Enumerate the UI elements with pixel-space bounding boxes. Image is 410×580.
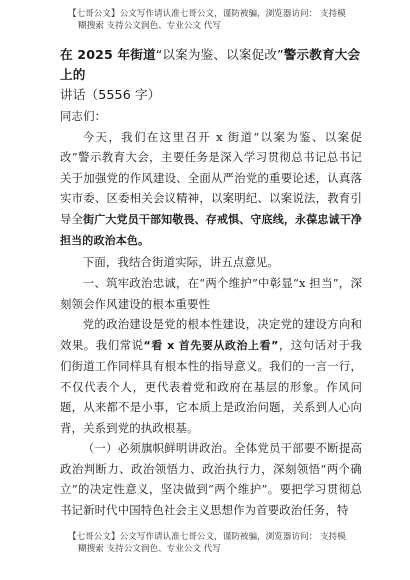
paragraph-opening-emphasis: 街广大党员干部知敬畏、存戒惧、守底线，永葆忠诚干净担当的政治本色。 (60, 212, 362, 247)
header-line-1: 【七哥公文】公文写作请认准七哥公文，谨防被骗，浏览器访问： 支持模 (68, 9, 346, 19)
section-heading-1: 一、筑牢政治忠诚，在“两个维护”中彰显“x 担当”，深刻领会作风建设的根本重要性 (60, 276, 362, 311)
paragraph-political-text-b: ，这句话对于我们街道工作同样具有根本性的指导意义。我们的一言一行，不仅代表个人，更代表着党和政府在基层的形象。作风问题，从来都不是小事，它本质上是政治问题，关系到人心向背，关系到党的执政根基。 (60, 337, 362, 435)
paragraph-political-quote: “看 x 首先要从政治上看” (143, 338, 279, 352)
header-line-2: 糊搜索 支持公文润色、专业公文 代写 (78, 21, 221, 31)
paragraph-opening-text: 今天，我们在这里召开 x 街道“以案为鉴、以案促改”警示教育大会，主要任务是深入学习贯彻总书记总书记关于加强党的作风建设、全面从严治党的重要论述，认真落实市委、区委相关会议精神，以案明纪、以案说法，教育引导全 (60, 129, 362, 226)
page-footer-watermark (68, 531, 368, 555)
document-title (60, 45, 362, 105)
title-part-2: “以案为鉴、以案促改” (155, 47, 284, 62)
paragraph-subsection-1: （一）必须旗帜鲜明讲政治。全体党员干部要不断提高政治判断力、政治领悟力、政治执行力，深刻领悟“两个确立”的决定性意义，坚决做到“两个维护”。要把学习贯彻总书记新时代中国特色社会主义思想作为首要政治任务，特 (60, 441, 362, 517)
title-part-1: 在 2025 年街道 (60, 47, 156, 62)
paragraph-political-building (60, 314, 362, 438)
footer-line-1: 【七哥公文】公文写作请认准七哥公文，谨防被骗，浏览器访问： 支持模 (68, 532, 346, 542)
paragraph-political-text-a: 党的政治建设是党的根本性建设，决定党的建设方向和效果。我们常说 (60, 317, 362, 352)
salutation: 同志们： (60, 109, 107, 123)
footer-line-2: 糊搜索 支持公文润色、专业公文 代写 (78, 544, 221, 554)
page-header-watermark (68, 8, 368, 32)
title-part-3: 警示教育大会上的 (60, 47, 361, 82)
paragraph-intro: 下面，我结合街道实际，讲五点意见。 (82, 254, 279, 269)
document-body (60, 45, 362, 520)
paragraph-opening (60, 127, 362, 252)
title-part-4: 讲话（5556 字） (60, 87, 161, 102)
